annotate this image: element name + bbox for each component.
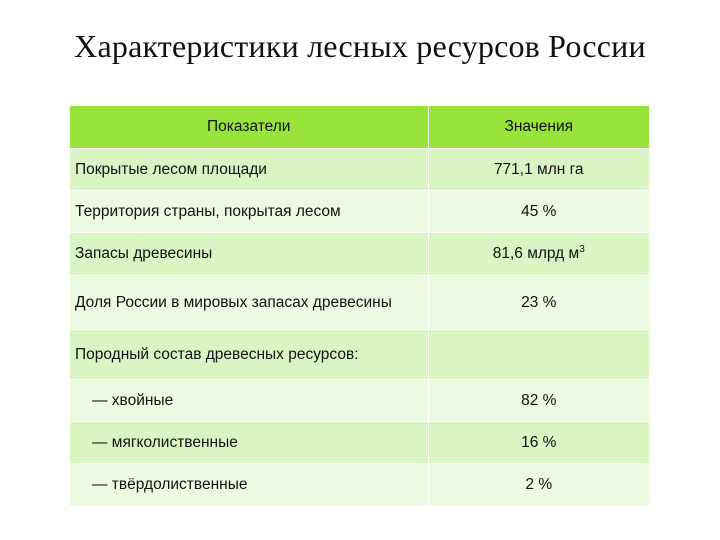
row-label: Покрытые лесом площади bbox=[70, 149, 428, 191]
header-indicators: Показатели bbox=[70, 106, 428, 149]
row-value: 771,1 млн га bbox=[428, 149, 649, 191]
row-label: — мягколиственные bbox=[70, 422, 428, 464]
header-values: Значения bbox=[428, 106, 649, 149]
row-value bbox=[428, 330, 649, 380]
slide-title: Характеристики лесных ресурсов России bbox=[74, 28, 646, 64]
row-label: — твёрдолиственные bbox=[70, 464, 428, 506]
table-row bbox=[70, 191, 649, 233]
row-value: 23 % bbox=[428, 276, 649, 330]
table-header-row bbox=[70, 106, 649, 149]
table-row bbox=[70, 233, 649, 276]
table-row bbox=[70, 276, 649, 330]
row-label: Территория страны, покрытая лесом bbox=[70, 191, 428, 233]
row-label: Доля России в мировых запасах древесины bbox=[70, 276, 428, 330]
table-row bbox=[70, 149, 649, 191]
row-label: Породный состав древесных ресурсов: bbox=[70, 330, 428, 380]
row-value: 45 % bbox=[428, 191, 649, 233]
row-value-text: 81,6 млрд м bbox=[492, 245, 580, 262]
row-value: 82 % bbox=[428, 380, 649, 422]
table-row bbox=[70, 380, 649, 422]
row-value-superscript: 3 bbox=[579, 243, 585, 255]
row-value: 2 % bbox=[428, 464, 649, 506]
row-label: — хвойные bbox=[70, 380, 428, 422]
row-value bbox=[428, 233, 649, 276]
table-row bbox=[70, 330, 649, 380]
forest-resources-table bbox=[70, 106, 649, 506]
table-row bbox=[70, 422, 649, 464]
row-value: 16 % bbox=[428, 422, 649, 464]
row-label: Запасы древесины bbox=[70, 233, 428, 276]
table-row bbox=[70, 464, 649, 506]
